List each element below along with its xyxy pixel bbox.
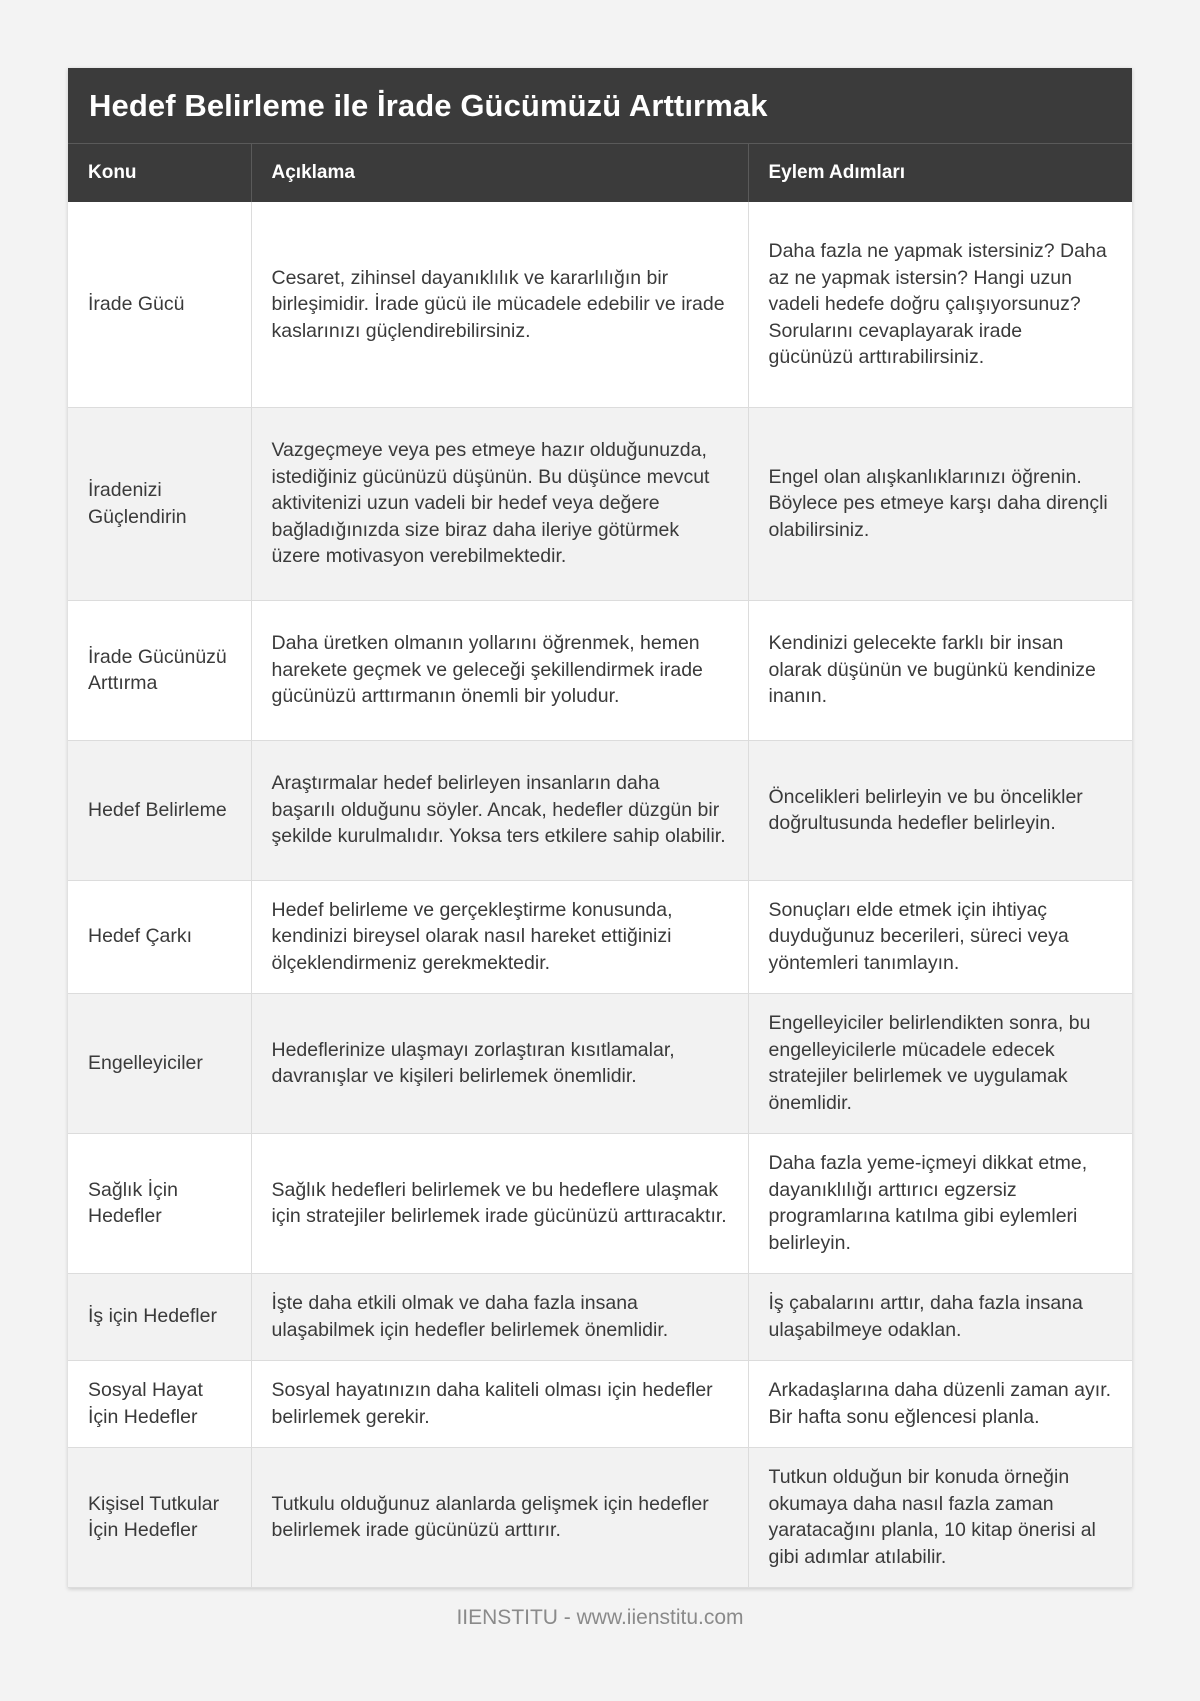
cell-description: Daha üretken olmanın yollarını öğrenmek, hemen harekete geçmek ve geleceği şekillendirmek irade gücünüzü arttırmanın önemli bir yoludur.	[251, 600, 748, 740]
cell-description: Araştırmalar hedef belirleyen insanların daha başarılı olduğunu söyler. Ancak, hedefler düzgün bir şekilde kurulmalıdır. Yoksa ters etkilere sahip olabilir.	[251, 740, 748, 880]
table-row	[68, 740, 1132, 880]
cell-description: Hedef belirleme ve gerçekleştirme konusunda, kendinizi bireysel olarak nasıl hareket ettiğinizi ölçeklendirmeniz gerekmektedir.	[251, 880, 748, 993]
column-header-actions: Eylem Adımları	[748, 144, 1132, 202]
cell-actions: Daha fazla yeme-içmeyi dikkat etme, dayanıklılığı arttırıcı egzersiz programlarına katılma gibi eylemleri belirleyin.	[748, 1133, 1132, 1273]
table-row	[68, 1133, 1132, 1273]
cell-topic: İş için Hedefler	[68, 1273, 251, 1360]
cell-topic: Hedef Belirleme	[68, 740, 251, 880]
cell-description: Cesaret, zihinsel dayanıklılık ve kararlılığın bir birleşimidir. İrade gücü ile mücadele edebilir ve irade kaslarınızı güçlendirebilirsiniz.	[251, 202, 748, 407]
cell-description: Tutkulu olduğunuz alanlarda gelişmek için hedefler belirlemek irade gücünüzü arttırır.	[251, 1447, 748, 1587]
cell-topic: İrade Gücünüzü Arttırma	[68, 600, 251, 740]
table-row	[68, 1447, 1132, 1587]
cell-topic: Hedef Çarkı	[68, 880, 251, 993]
cell-actions: Daha fazla ne yapmak istersiniz? Daha az ne yapmak istersin? Hangi uzun vadeli hedefe doğru çalışıyorsunuz? Sorularını cevaplayarak irade gücünüzü arttırabilirsiniz.	[748, 202, 1132, 407]
cell-topic: İradenizi Güçlendirin	[68, 407, 251, 600]
table-row	[68, 1360, 1132, 1447]
cell-actions: Öncelikleri belirleyin ve bu öncelikler doğrultusunda hedefler belirleyin.	[748, 740, 1132, 880]
cell-actions: Engelleyiciler belirlendikten sonra, bu engelleyicilerle mücadele edecek stratejiler belirlemek ve uygulamak önemlidir.	[748, 993, 1132, 1133]
cell-description: Vazgeçmeye veya pes etmeye hazır olduğunuzda, istediğiniz gücünüzü düşünün. Bu düşünce mevcut aktivitenizi uzun vadeli bir hedef veya değere bağladığınızda size biraz daha ileriye götürmek üzere motivasyon verebilmektedir.	[251, 407, 748, 600]
cell-actions: Arkadaşlarına daha düzenli zaman ayır. Bir hafta sonu eğlencesi planla.	[748, 1360, 1132, 1447]
page-title: Hedef Belirleme ile İrade Gücümüzü Arttırmak	[89, 87, 768, 123]
table-row	[68, 880, 1132, 993]
table-header-row	[68, 144, 1132, 202]
cell-topic: Sosyal Hayat İçin Hedefler	[68, 1360, 251, 1447]
column-header-topic: Konu	[68, 144, 251, 202]
table-row	[68, 600, 1132, 740]
cell-actions: Tutkun olduğun bir konuda örneğin okumaya daha nasıl fazla zaman yaratacağını planla, 10 kitap önerisi al gibi adımlar atılabilir.	[748, 1447, 1132, 1587]
cell-description: Hedeflerinize ulaşmayı zorlaştıran kısıtlamalar, davranışlar ve kişileri belirlemek önemlidir.	[251, 993, 748, 1133]
cell-topic: İrade Gücü	[68, 202, 251, 407]
cell-actions: Sonuçları elde etmek için ihtiyaç duyduğunuz becerileri, süreci veya yöntemleri tanımlayın.	[748, 880, 1132, 993]
cell-actions: Kendinizi gelecekte farklı bir insan olarak düşünün ve bugünkü kendinize inanın.	[748, 600, 1132, 740]
content-card	[68, 68, 1132, 1588]
cell-actions: İş çabalarını arttır, daha fazla insana ulaşabilmeye odaklan.	[748, 1273, 1132, 1360]
cell-topic: Engelleyiciler	[68, 993, 251, 1133]
cell-topic: Kişisel Tutkular İçin Hedefler	[68, 1447, 251, 1587]
cell-description: Sağlık hedefleri belirlemek ve bu hedeflere ulaşmak için stratejiler belirlemek irade gücünüzü arttıracaktır.	[251, 1133, 748, 1273]
table-row	[68, 407, 1132, 600]
cell-description: İşte daha etkili olmak ve daha fazla insana ulaşabilmek için hedefler belirlemek önemlidir.	[251, 1273, 748, 1360]
table-row	[68, 1273, 1132, 1360]
cell-description: Sosyal hayatınızın daha kaliteli olması için hedefler belirlemek gerekir.	[251, 1360, 748, 1447]
cell-topic: Sağlık İçin Hedefler	[68, 1133, 251, 1273]
footer-credit: IIENSTITU - www.iienstitu.com	[456, 1606, 744, 1629]
table-row	[68, 202, 1132, 407]
cell-actions: Engel olan alışkanlıklarınızı öğrenin. Böylece pes etmeye karşı daha dirençli olabilirsiniz.	[748, 407, 1132, 600]
goals-table	[68, 144, 1132, 1588]
column-header-description: Açıklama	[251, 144, 748, 202]
title-bar	[68, 68, 1132, 144]
table-row	[68, 993, 1132, 1133]
